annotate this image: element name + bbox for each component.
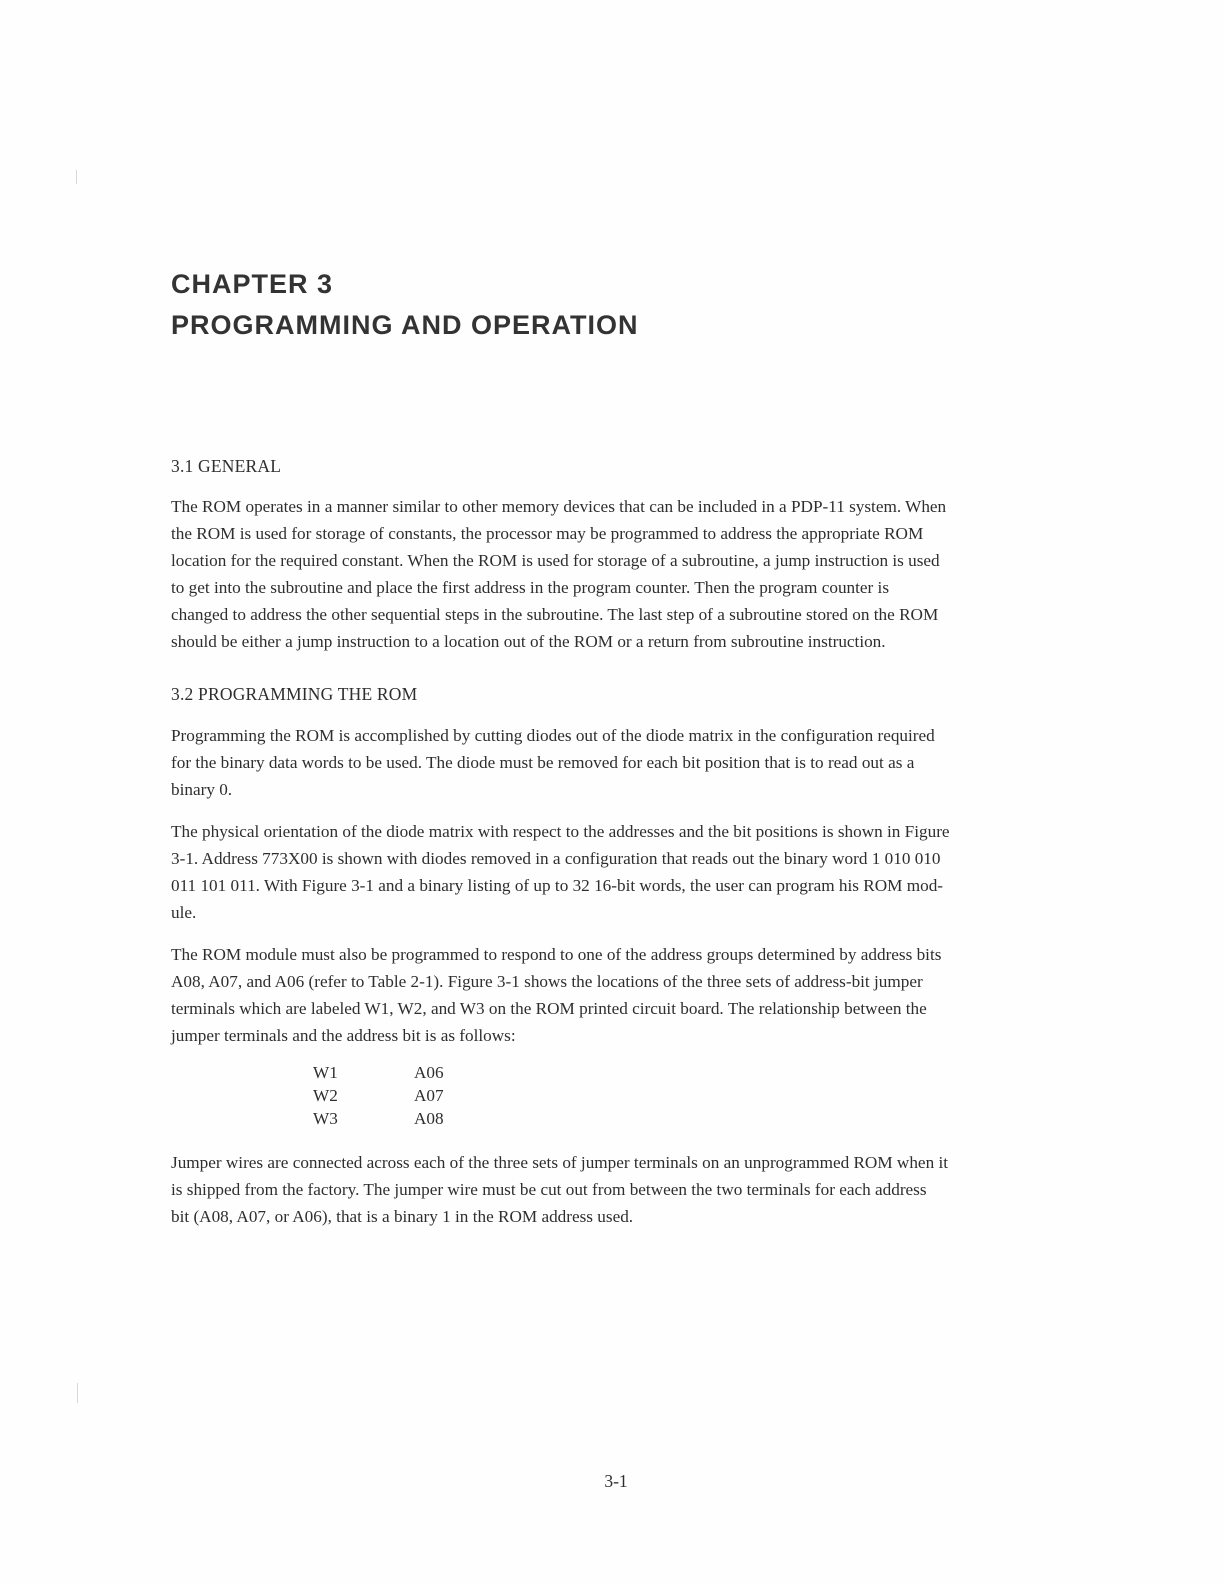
text-line: jumper terminals and the address bit is as follows:: [171, 1026, 516, 1045]
table-row: [313, 1084, 444, 1107]
text-line: The ROM module must also be programmed to respond to one of the address groups determined by address bits: [171, 945, 942, 964]
section-heading-programming: 3.2 PROGRAMMING THE ROM: [171, 684, 418, 704]
jumper-address-table: [313, 1061, 444, 1130]
paragraph-programming-intro: [171, 722, 1071, 803]
paragraph-jumper-wires: [171, 1149, 1071, 1230]
section-heading-general: 3.1 GENERAL: [171, 456, 282, 476]
text-line: 011 101 011. With Figure 3-1 and a binary listing of up to 32 16-bit words, the user can program his ROM mod-: [171, 876, 944, 895]
text-line: 3-1. Address 773X00 is shown with diodes removed in a configuration that reads out the binary word 1 010 010: [171, 849, 941, 868]
scan-mark: [77, 1383, 78, 1403]
jumper-terminal: W3: [313, 1109, 338, 1128]
paragraph-address-groups: [171, 941, 1071, 1049]
text-line: should be either a jump instruction to a location out of the ROM or a return from subroutine instruction.: [171, 632, 886, 651]
paragraph-diode-matrix: [171, 818, 1071, 926]
scan-mark: [76, 170, 77, 184]
text-line: changed to address the other sequential steps in the subroutine. The last step of a subroutine stored on the ROM: [171, 605, 939, 624]
text-line: Jumper wires are connected across each of the three sets of jumper terminals on an unprogrammed ROM when it: [171, 1153, 949, 1172]
text-line: The ROM operates in a manner similar to other memory devices that can be included in a PDP-11 system. When: [171, 497, 947, 516]
paragraph-general: [171, 493, 1071, 655]
address-bit: A07: [414, 1086, 444, 1105]
chapter-title: [171, 264, 639, 346]
text-line: bit (A08, A07, or A06), that is a binary 1 in the ROM address used.: [171, 1207, 634, 1226]
text-line: to get into the subroutine and place the first address in the program counter. Then the program counter is: [171, 578, 890, 597]
text-line: ule.: [171, 903, 197, 922]
text-line: Programming the ROM is accomplished by cutting diodes out of the diode matrix in the configuration required: [171, 726, 935, 745]
text-line: is shipped from the factory. The jumper wire must be cut out from between the two terminals for each address: [171, 1180, 927, 1199]
text-line: The physical orientation of the diode matrix with respect to the addresses and the bit positions is shown in Figure: [171, 822, 950, 841]
text-line: location for the required constant. When the ROM is used for storage of a subroutine, a jump instruction is used: [171, 551, 940, 570]
text-line: for the binary data words to be used. The diode must be removed for each bit position that is to read out as a: [171, 753, 915, 772]
page-number: 3-1: [604, 1471, 628, 1491]
text-line: terminals which are labeled W1, W2, and W3 on the ROM printed circuit board. The relationship between the: [171, 999, 927, 1018]
text-line: A08, A07, and A06 (refer to Table 2-1). Figure 3-1 shows the locations of the three sets of address-bit jumper: [171, 972, 923, 991]
address-bit: A08: [414, 1109, 444, 1128]
table-row: [313, 1107, 444, 1130]
text-line: the ROM is used for storage of constants, the processor may be programmed to address the appropriate ROM: [171, 524, 924, 543]
jumper-terminal: W2: [313, 1086, 338, 1105]
chapter-name: PROGRAMMING AND OPERATION: [171, 310, 639, 340]
chapter-number: CHAPTER 3: [171, 269, 334, 299]
text-line: binary 0.: [171, 780, 233, 799]
table-row: [313, 1061, 444, 1084]
address-bit: A06: [414, 1063, 444, 1082]
jumper-terminal: W1: [313, 1063, 338, 1082]
